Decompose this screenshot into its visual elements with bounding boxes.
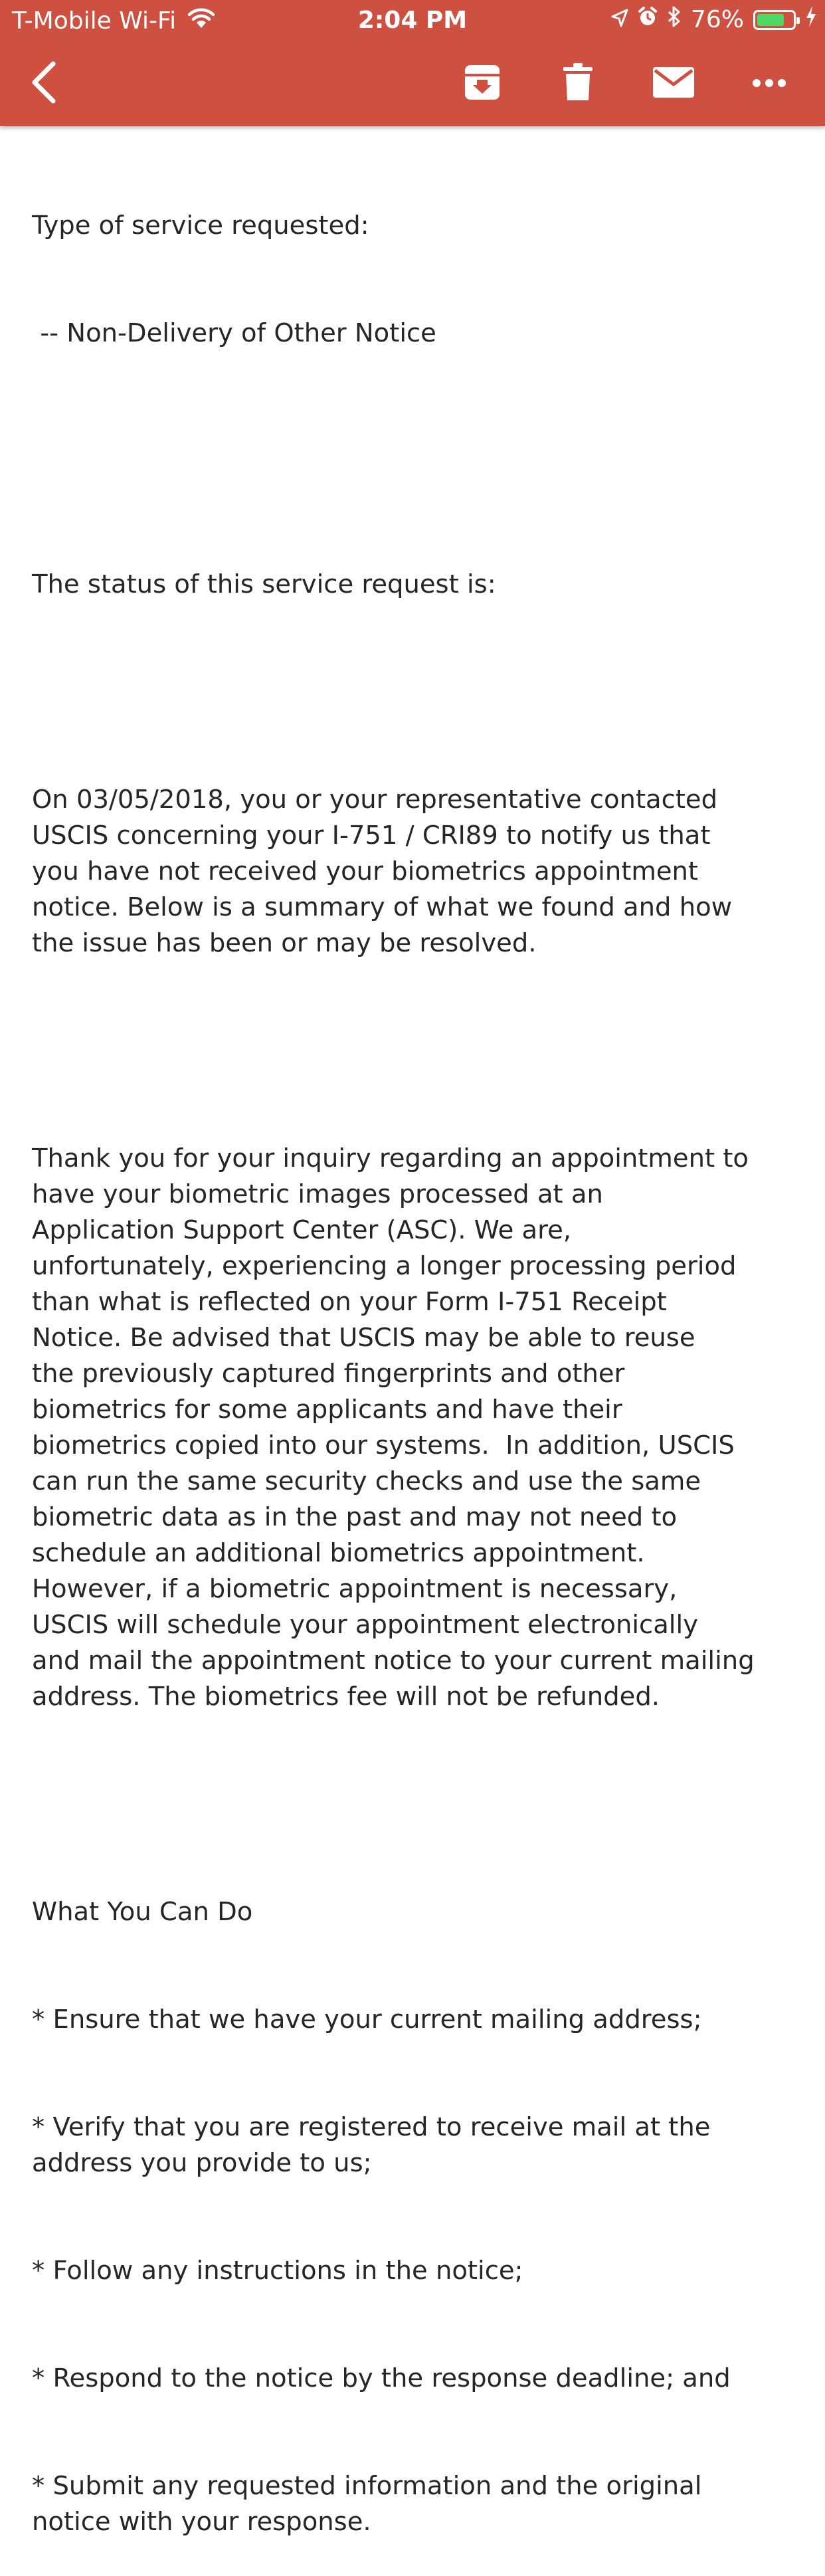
bullet-item: * Respond to the notice by the response deadline; and: [32, 2363, 731, 2393]
app-header: [0, 0, 825, 126]
spacer: [32, 674, 802, 710]
service-type-label: Type of service requested:: [32, 211, 369, 241]
more-icon: [753, 78, 786, 90]
email-toolbar: [0, 41, 825, 126]
service-type-value: -- Non-Delivery of Other Notice: [32, 318, 436, 348]
back-button[interactable]: [20, 60, 68, 108]
clock: 2:04 PM: [357, 7, 468, 34]
battery-level-fill: [757, 14, 784, 26]
alarm-icon: [638, 6, 658, 33]
spacer: [32, 1033, 802, 1069]
status-icons: [611, 5, 817, 34]
charging-icon: [805, 5, 817, 34]
carrier-name: T-Mobile Wi-Fi: [12, 7, 177, 35]
mark-unread-button[interactable]: [650, 60, 697, 108]
battery-icon: [753, 10, 796, 30]
trash-icon: [563, 63, 593, 104]
details-paragraph: Thank you for your inquiry regarding an appointment to have your biometric images processed at an Application Support Center (ASC). We are, unfortunately, experiencing a longer processing period than what is reflected on your Form I-751 Receipt Notice. Be advised that USCIS may be able to reuse the previously captured fingerprints and other biometrics for some applicants and have their biometrics copied into our systems. In addition, USCIS can run the same security checks and use the same biometric data as in the past and may not need to schedule an additional biometrics appointment. However, if a biometric appointment is necessary, USCIS will schedule your appointment electronically and mail the appointment notice to your current mailing address. The biometrics fee will not be refunded.: [32, 1143, 755, 1712]
bluetooth-icon: [667, 5, 682, 34]
spacer: [32, 1787, 802, 1823]
delete-button[interactable]: [554, 60, 602, 108]
archive-button[interactable]: [458, 60, 506, 108]
summary-paragraph: On 03/05/2018, you or your representative contacted USCIS concerning your I-751 / CRI89 to notify us that you have not received your biometrics appointment notice. Below is a summary of what we found and how the issue has been or may be resolved.: [32, 785, 733, 958]
bullet-item: * Submit any requested information and the original notice with your response.: [32, 2471, 702, 2537]
what-you-can-do-heading: What You Can Do: [32, 1897, 253, 1927]
spacer: [32, 423, 802, 495]
location-icon: [611, 6, 628, 33]
more-button[interactable]: [745, 60, 793, 108]
email-body: [32, 136, 802, 2576]
bullet-item: * Ensure that we have your current mailing address;: [32, 2005, 702, 2034]
bullet-item: * Verify that you are registered to receive mail at the address you provide to us;: [32, 2112, 711, 2178]
status-heading: The status of this service request is:: [32, 569, 496, 599]
bullet-item: * Follow any instructions in the notice;: [32, 2256, 523, 2286]
battery-cap: [796, 17, 800, 24]
battery-percent: 76%: [690, 6, 744, 33]
back-icon: [29, 61, 58, 106]
status-bar: [0, 0, 825, 41]
mail-icon: [653, 67, 694, 100]
archive-icon: [464, 64, 501, 104]
